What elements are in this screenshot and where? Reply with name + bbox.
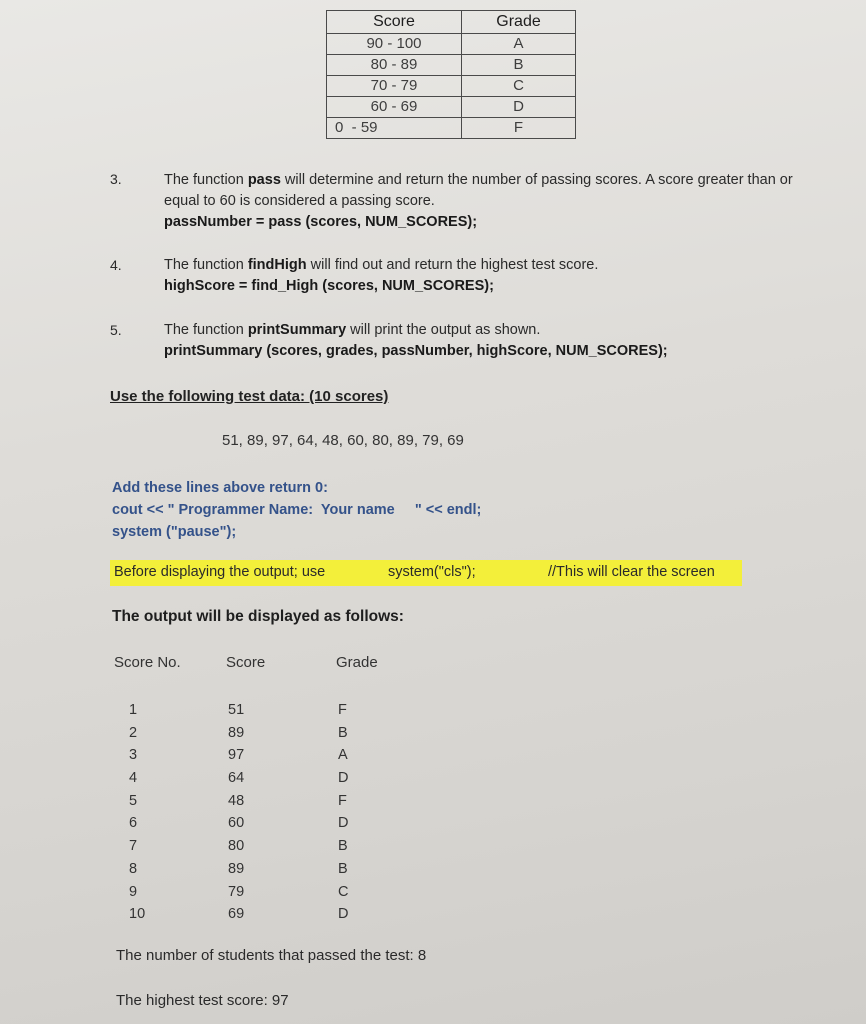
item-text: The function: [164, 172, 248, 188]
item-text: The function: [164, 322, 248, 338]
score-no: 1: [129, 702, 138, 718]
grade-table-row: [327, 97, 576, 118]
score-value: 89: [228, 860, 245, 877]
score-column: [228, 699, 244, 926]
add-lines-block: [112, 477, 481, 543]
highlight-text: Before displaying the output; use: [114, 564, 326, 580]
column-header-score-no: Score No.: [114, 654, 181, 671]
grade-value: C: [338, 883, 349, 900]
grade-table-row: [327, 55, 576, 76]
score-value: 89: [228, 724, 245, 741]
score-value: 97: [228, 747, 245, 764]
grade-value: D: [338, 815, 349, 832]
item-5-description: [164, 320, 804, 362]
code-line: printSummary (scores, grades, passNumber, highScore, NUM_SCORES);: [164, 343, 668, 359]
grade-value: B: [338, 724, 348, 741]
score-range: 90 - 100: [327, 34, 462, 55]
function-name: pass: [247, 172, 281, 188]
highest-score-line: The highest test score: 97: [116, 992, 289, 1009]
grade-column: [338, 699, 348, 926]
item-number: 4.: [110, 257, 122, 273]
score-no: 4: [129, 770, 138, 787]
item-number: 5.: [110, 322, 122, 338]
highlight-comment: //This will clear the screen: [548, 564, 715, 580]
score-no: 6: [129, 815, 138, 832]
grade-value: A: [338, 747, 348, 764]
score-range: 70 - 79: [327, 76, 462, 97]
item-3-description: [164, 170, 804, 233]
score-value: 60: [228, 815, 245, 832]
letter-grade: D: [462, 97, 576, 118]
score-no: 3: [129, 747, 138, 764]
code-line: cout << " Programmer Name: Your name " << endl;: [112, 502, 482, 518]
grade-value: B: [338, 860, 348, 877]
function-name: printSummary: [247, 322, 347, 338]
grade-value: F: [338, 702, 347, 718]
score-value: 80: [228, 838, 245, 855]
item-text: will determine and return the number of passing scores. A score greater than or equal to 60 is considered a passing score.: [164, 172, 793, 209]
grade-value: B: [338, 838, 348, 855]
item-text: The function: [164, 257, 248, 273]
grade-table-header-grade: Grade: [462, 11, 576, 34]
grade-table-header-score: Score: [327, 11, 462, 34]
letter-grade: C: [462, 76, 576, 97]
grade-table-row: [327, 34, 576, 55]
score-value: 79: [228, 883, 245, 900]
score-value: 69: [228, 906, 245, 923]
score-no: 7: [129, 838, 138, 855]
highlighted-instruction: [110, 560, 742, 586]
score-no: 2: [129, 724, 138, 741]
grade-table-header-row: [327, 11, 576, 34]
column-header-score: Score: [226, 654, 266, 671]
column-header-grade: Grade: [336, 654, 378, 671]
grade-value: D: [338, 770, 349, 787]
score-range: 0 - 59: [327, 118, 462, 139]
score-no: 9: [129, 883, 138, 900]
passed-count-line: The number of students that passed the test: 8: [116, 947, 427, 964]
score-no: 5: [129, 792, 138, 809]
score-value: 48: [228, 792, 245, 809]
letter-grade: B: [462, 55, 576, 76]
test-data-values: 51, 89, 97, 64, 48, 60, 80, 89, 79, 69: [222, 432, 464, 449]
highlight-code: system("cls");: [388, 564, 476, 580]
code-line: passNumber = pass (scores, NUM_SCORES);: [164, 214, 478, 230]
grade-value: D: [338, 906, 349, 923]
code-line: highScore = find_High (scores, NUM_SCORES);: [164, 278, 494, 294]
letter-grade: F: [462, 118, 576, 139]
score-no-column: [129, 699, 145, 926]
score-range: 80 - 89: [327, 55, 462, 76]
add-lines-title: Add these lines above return 0:: [112, 480, 328, 496]
score-value: 51: [228, 702, 245, 718]
item-number: 3.: [110, 171, 122, 187]
score-no: 10: [129, 906, 146, 923]
output-heading: The output will be displayed as follows:: [112, 608, 404, 625]
item-text: will find out and return the highest test score.: [306, 257, 599, 273]
grade-table: [326, 10, 576, 139]
score-range: 60 - 69: [327, 97, 462, 118]
grade-table-row: [327, 118, 576, 139]
letter-grade: A: [462, 34, 576, 55]
grade-value: F: [338, 792, 347, 809]
grade-table-row: [327, 76, 576, 97]
function-name: findHigh: [247, 257, 307, 273]
item-4-description: [164, 255, 804, 297]
test-data-heading: Use the following test data: (10 scores): [110, 388, 389, 405]
score-value: 64: [228, 770, 245, 787]
score-no: 8: [129, 860, 138, 877]
code-line: system ("pause");: [112, 524, 237, 540]
item-text: will print the output as shown.: [346, 322, 541, 338]
